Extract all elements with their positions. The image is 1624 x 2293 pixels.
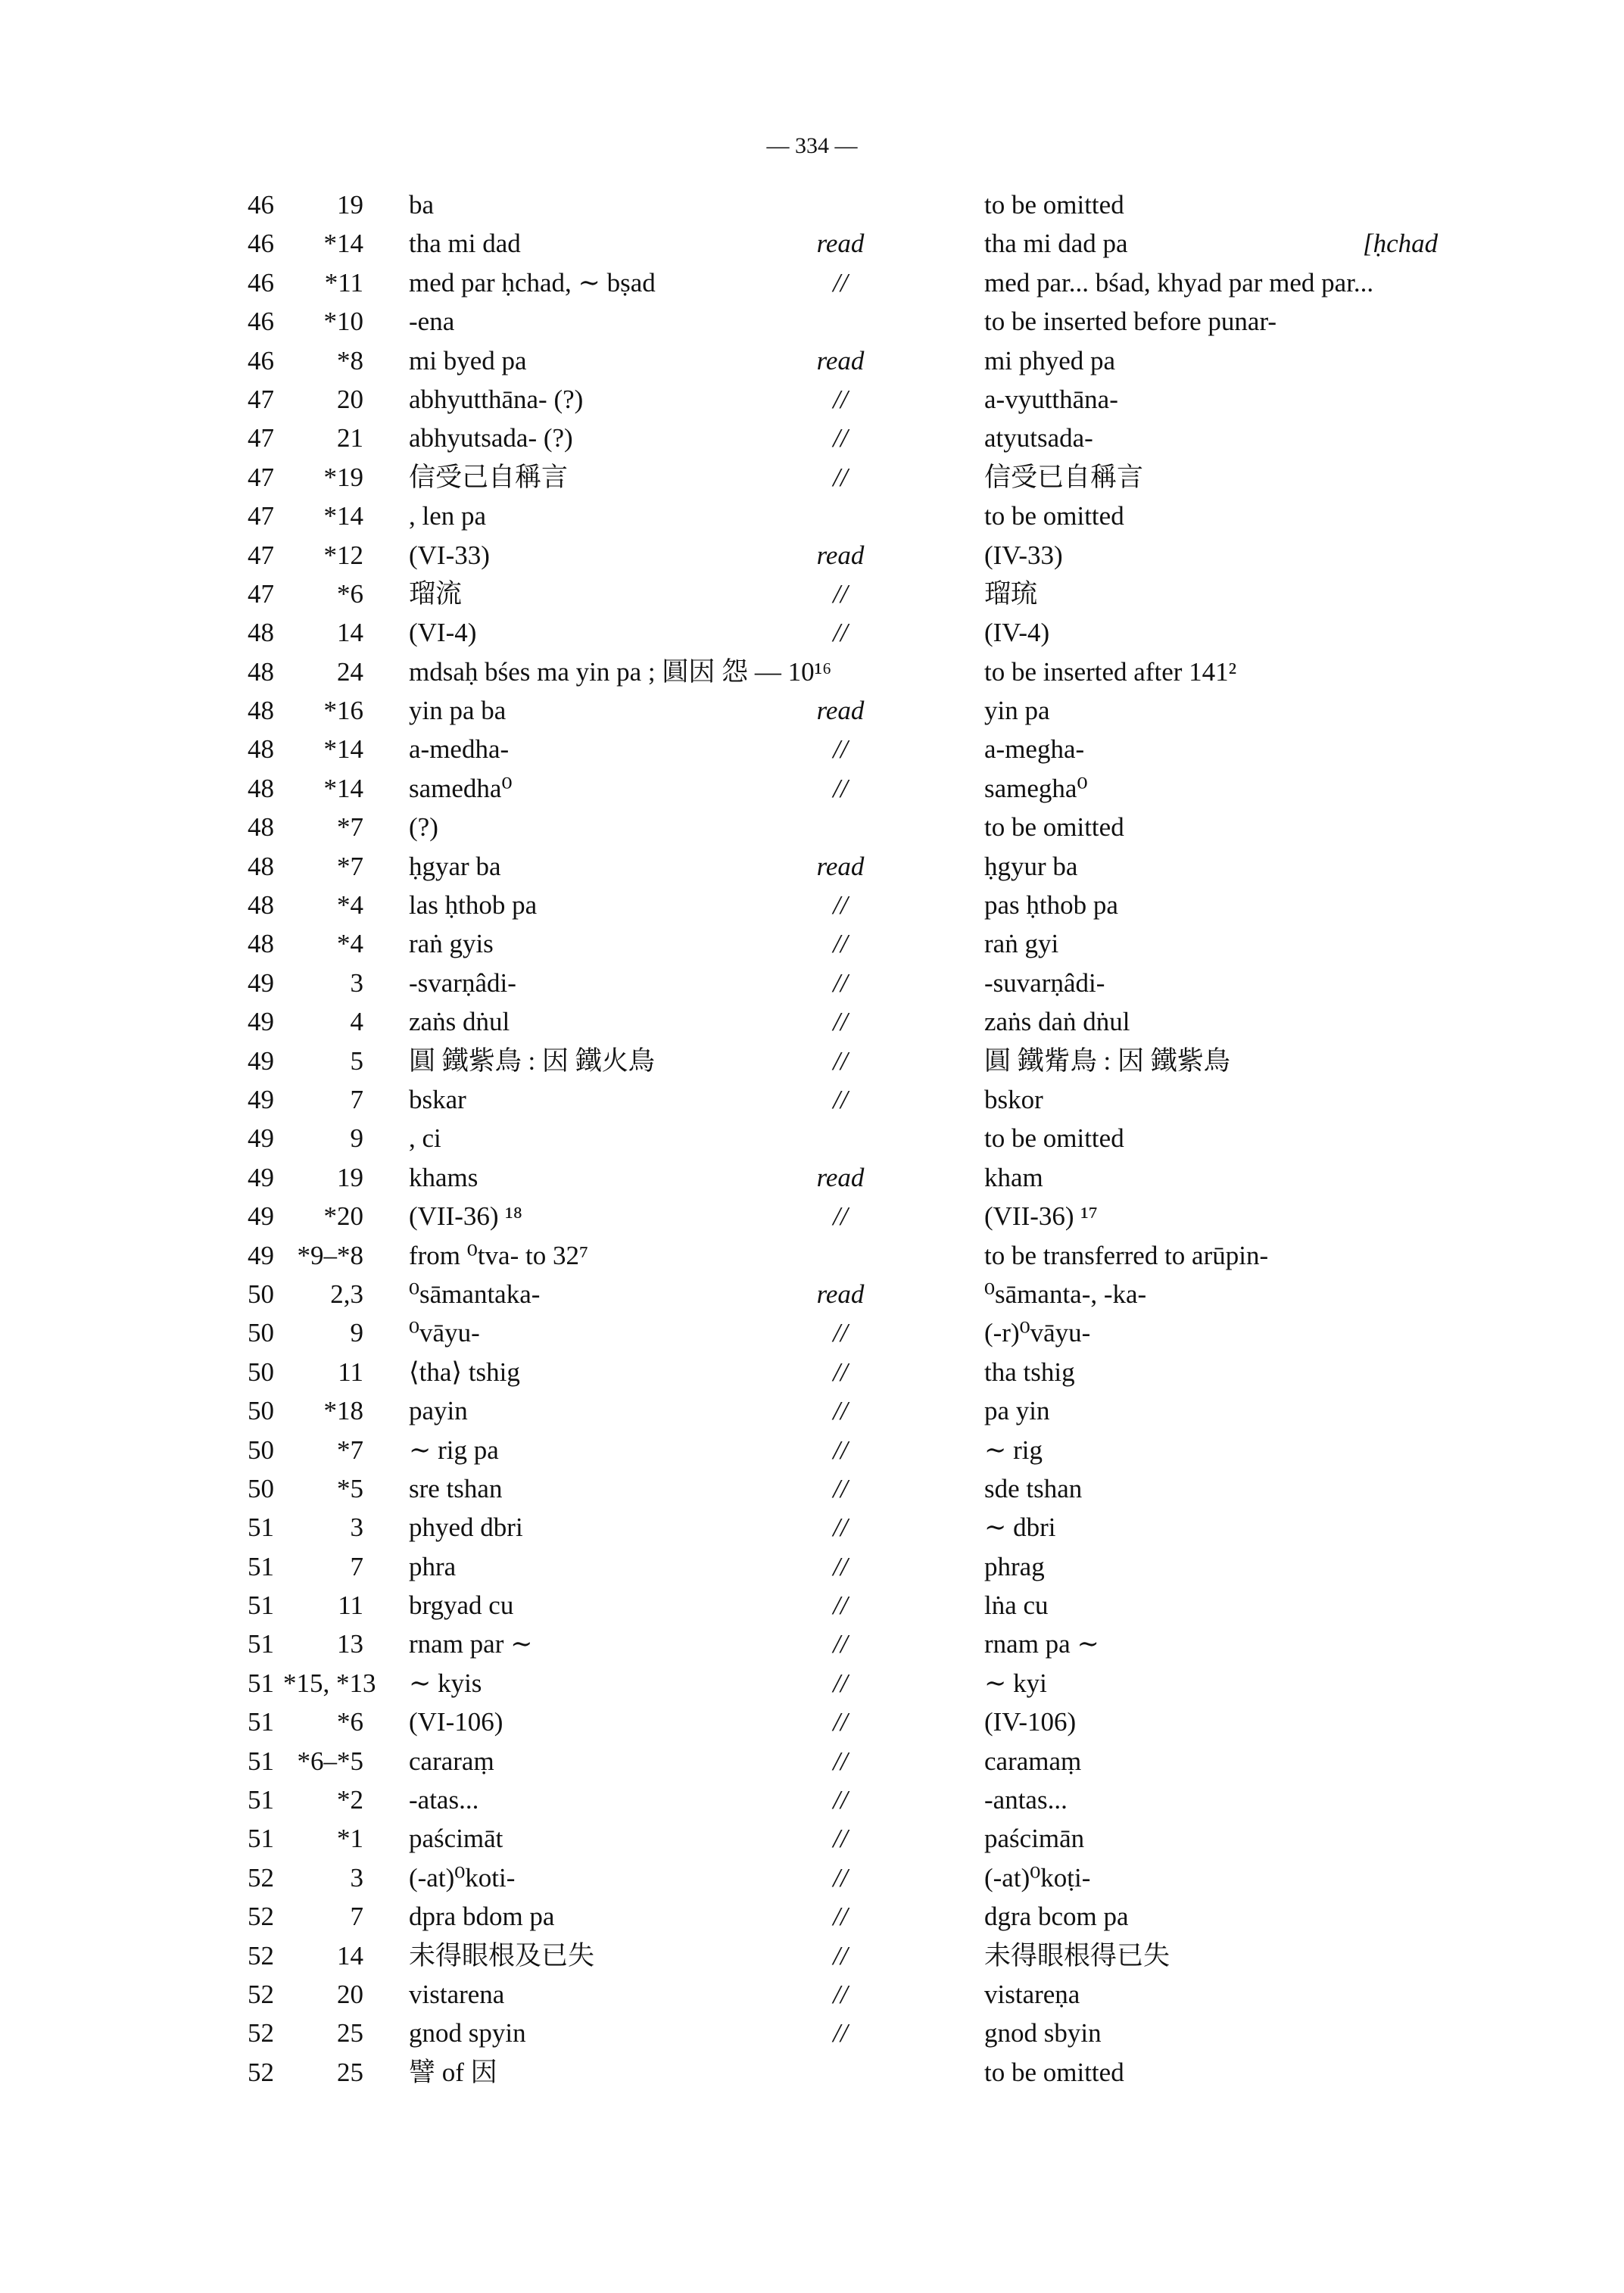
page-number-cell: 47	[248, 462, 274, 492]
errata-row	[227, 1936, 1514, 1975]
corrected-text: to be transferred to arūpin-	[984, 1240, 1269, 1270]
action-word: read	[816, 229, 865, 259]
errata-row	[227, 1313, 1514, 1352]
page-number-cell: 48	[248, 890, 274, 921]
line-number-cell: 3	[350, 1513, 363, 1543]
original-text: samedha⁰	[409, 773, 513, 803]
original-text: paścimāt	[409, 1824, 503, 1854]
corrected-text: a-megha-	[984, 734, 1085, 765]
corrected-text: kham	[984, 1162, 1043, 1192]
original-text: 未得眼根及已失	[409, 1940, 595, 1971]
action-word: read	[816, 851, 865, 881]
original-text: (?)	[409, 812, 438, 843]
corrected-text: -antas...	[984, 1785, 1068, 1815]
line-number-cell: *6	[337, 1707, 363, 1737]
line-number-cell: *1	[337, 1824, 363, 1854]
page-number-cell: 46	[248, 229, 274, 259]
original-text: -svarṇâdi-	[409, 967, 516, 998]
errata-row	[227, 613, 1514, 652]
corrected-text: -suvarṇâdi-	[984, 967, 1105, 998]
line-number-cell: 11	[338, 1590, 363, 1621]
page-number-cell: 46	[248, 345, 274, 375]
corrected-text: ∼ dbri	[984, 1513, 1056, 1543]
corrected-text: to be omitted	[984, 1123, 1124, 1154]
original-text: vistarena	[409, 1979, 505, 2009]
page-number-cell: 47	[248, 423, 274, 453]
errata-row	[227, 458, 1514, 497]
errata-row	[227, 1586, 1514, 1625]
line-number-cell: *7	[337, 1435, 363, 1465]
page-number-cell: 48	[248, 851, 274, 881]
line-number-cell: *20	[323, 1201, 363, 1232]
corrected-text: lṅa cu	[984, 1590, 1049, 1621]
action-word: //	[833, 1007, 848, 1037]
original-text: , len pa	[409, 501, 487, 531]
action-word: //	[833, 1940, 848, 1971]
line-number-cell: 7	[350, 1902, 363, 1932]
original-text: tha mi dad	[409, 229, 521, 259]
errata-row	[227, 691, 1514, 730]
page-number-cell: 50	[248, 1435, 274, 1465]
line-number-cell: *16	[323, 696, 363, 726]
original-text: mdsaḥ bśes ma yin pa ; 圓因 怨 — 10¹⁶	[409, 656, 832, 687]
corrected-text: 圓 鐵觜鳥 : 因 鐵紫鳥	[984, 1045, 1230, 1076]
action-word: //	[833, 1473, 848, 1503]
errata-row	[227, 1858, 1514, 1897]
corrected-text: (-r)⁰vāyu-	[984, 1318, 1091, 1348]
line-number-cell: 5	[350, 1045, 363, 1076]
action-word: //	[833, 967, 848, 998]
corrected-text: sde tshan	[984, 1473, 1083, 1503]
original-text: raṅ gyis	[409, 929, 494, 959]
line-number-cell: 25	[337, 2018, 363, 2048]
original-text: abhyutthāna- (?)	[409, 384, 584, 414]
page-number-cell: 51	[248, 1513, 274, 1543]
original-text: med par ḥchad, ∼ bṣad	[409, 267, 656, 298]
original-text: zaṅs dṅul	[409, 1007, 510, 1037]
original-text: -ena	[409, 307, 455, 337]
page-number-cell: 49	[248, 1045, 274, 1076]
action-word: //	[833, 1785, 848, 1815]
action-word: //	[833, 1084, 848, 1114]
line-number-cell: *5	[337, 1473, 363, 1503]
original-text: rnam par ∼	[409, 1629, 533, 1659]
original-text: yin pa ba	[409, 696, 507, 726]
original-text: (-at)⁰koti-	[409, 1862, 516, 1893]
errata-row	[227, 536, 1514, 575]
original-text: ∼ rig pa	[409, 1435, 499, 1465]
errata-row	[227, 1119, 1514, 1157]
action-word: //	[833, 1513, 848, 1543]
corrected-text: rnam pa ∼	[984, 1629, 1099, 1659]
corrected-text: dgra bcom pa	[984, 1902, 1129, 1932]
corrected-text: pa yin	[984, 1396, 1050, 1426]
action-word: //	[833, 1590, 848, 1621]
page-number-cell: 46	[248, 267, 274, 298]
original-text: 信受己自稱言	[409, 462, 569, 492]
corrected-text: ḥgyur ba	[984, 851, 1078, 881]
margin-note: [ḥchad	[1363, 229, 1439, 259]
original-text: ⁰sāmantaka-	[409, 1279, 541, 1309]
corrected-text: (IV-106)	[984, 1707, 1077, 1737]
line-number-cell: *14	[323, 734, 363, 765]
action-word: //	[833, 1629, 848, 1659]
errata-row	[227, 380, 1514, 419]
line-number-cell: 14	[337, 618, 363, 648]
action-word: //	[833, 1551, 848, 1581]
corrected-text: to be omitted	[984, 190, 1124, 220]
errata-row	[227, 2014, 1514, 2052]
line-number-cell: *4	[337, 929, 363, 959]
original-text: brgyad cu	[409, 1590, 514, 1621]
page-number-cell: 52	[248, 1902, 274, 1932]
original-text: 圓 鐵紫鳥 : 因 鐵火鳥	[409, 1045, 655, 1076]
action-word: //	[833, 1707, 848, 1737]
errata-row	[227, 1469, 1514, 1508]
original-text: ∼ kyis	[409, 1668, 482, 1698]
action-word: //	[833, 384, 848, 414]
page-number-cell: 51	[248, 1707, 274, 1737]
line-number-cell: *14	[323, 229, 363, 259]
original-text: ⟨tha⟩ tshig	[409, 1357, 520, 1387]
original-text: dpra bdom pa	[409, 1902, 555, 1932]
action-word: //	[833, 423, 848, 453]
action-word: //	[833, 1318, 848, 1348]
action-word: //	[833, 1862, 848, 1893]
original-text: 瑠流	[409, 578, 463, 609]
page-number-cell: 52	[248, 2057, 274, 2087]
page-number-cell: 51	[248, 1746, 274, 1776]
original-text: abhyutsada- (?)	[409, 423, 573, 453]
action-word: //	[833, 1201, 848, 1232]
action-word: read	[816, 540, 865, 570]
errata-row	[227, 1353, 1514, 1391]
page-number-cell: 47	[248, 578, 274, 609]
original-text: , ci	[409, 1123, 441, 1154]
page-number-cell: 49	[248, 1162, 274, 1192]
line-number-cell: 2,3	[330, 1279, 363, 1309]
errata-row	[227, 1042, 1514, 1080]
corrected-text: to be inserted before punar-	[984, 307, 1277, 337]
original-text: mi byed pa	[409, 345, 527, 375]
corrected-text: 信受已自稱言	[984, 462, 1144, 492]
errata-row	[227, 497, 1514, 535]
action-word: //	[833, 1668, 848, 1698]
errata-row	[227, 1781, 1514, 1819]
line-number-cell: 24	[337, 656, 363, 687]
errata-row	[227, 1975, 1514, 2014]
line-number-cell: 13	[337, 1629, 363, 1659]
errata-row	[227, 1391, 1514, 1430]
line-number-cell: 7	[350, 1551, 363, 1581]
page-number-cell: 50	[248, 1473, 274, 1503]
line-number-cell: *2	[337, 1785, 363, 1815]
original-text: -atas...	[409, 1785, 479, 1815]
line-number-cell: 14	[337, 1940, 363, 1971]
page-number-cell: 49	[248, 1007, 274, 1037]
corrected-text: yin pa	[984, 696, 1050, 726]
errata-row	[227, 1703, 1514, 1741]
action-word: //	[833, 929, 848, 959]
action-word: //	[833, 1979, 848, 2009]
line-number-cell: 9	[350, 1318, 363, 1348]
page-number-cell: 52	[248, 1979, 274, 2009]
page-number-cell: 46	[248, 190, 274, 220]
errata-row	[227, 1080, 1514, 1119]
errata-row	[227, 1158, 1514, 1197]
page-number-cell: 46	[248, 307, 274, 337]
errata-row	[227, 185, 1514, 224]
line-number-cell: *11	[324, 267, 363, 298]
action-word: //	[833, 1435, 848, 1465]
corrected-text: (VII-36) ¹⁷	[984, 1201, 1098, 1232]
corrected-text: a-vyutthāna-	[984, 384, 1118, 414]
original-text: (VI-106)	[409, 1707, 503, 1737]
original-text: from ⁰tva- to 32⁷	[409, 1240, 589, 1270]
errata-row	[227, 1625, 1514, 1663]
page-number: — 334 —	[766, 133, 858, 158]
action-word: //	[833, 1396, 848, 1426]
page-number-cell: 47	[248, 384, 274, 414]
page-number-cell: 51	[248, 1785, 274, 1815]
corrected-text: raṅ gyi	[984, 929, 1059, 959]
page-number-cell: 49	[248, 967, 274, 998]
action-word: read	[816, 1279, 865, 1309]
line-number-cell: *8	[337, 345, 363, 375]
page-number-cell: 52	[248, 2018, 274, 2048]
errata-row	[227, 1664, 1514, 1703]
corrected-text: (IV-4)	[984, 618, 1050, 648]
errata-row	[227, 1547, 1514, 1586]
corrected-text: pas ḥthob pa	[984, 890, 1118, 921]
page-number-cell: 47	[248, 501, 274, 531]
corrected-text: (-at)⁰koṭi-	[984, 1862, 1091, 1893]
errata-row	[227, 964, 1514, 1002]
line-number-cell: 20	[337, 384, 363, 414]
corrected-text: to be omitted	[984, 501, 1124, 531]
action-word: //	[833, 1824, 848, 1854]
original-text: ba	[409, 190, 435, 220]
action-word: //	[833, 890, 848, 921]
original-text: 譬 of 因	[409, 2057, 497, 2087]
line-number-cell: 19	[337, 1162, 363, 1192]
action-word: //	[833, 1902, 848, 1932]
original-text: sre tshan	[409, 1473, 503, 1503]
line-number-cell: *15, *13	[283, 1668, 376, 1698]
page-number-cell: 50	[248, 1396, 274, 1426]
errata-row	[227, 263, 1514, 302]
line-number-cell: 20	[337, 1979, 363, 2009]
page-number-cell: 48	[248, 773, 274, 803]
action-word: //	[833, 1045, 848, 1076]
page-number-cell: 48	[248, 734, 274, 765]
original-text: bskar	[409, 1084, 466, 1114]
original-text: las ḥthob pa	[409, 890, 538, 921]
corrected-text: ∼ kyi	[984, 1668, 1047, 1698]
corrected-text: ∼ rig	[984, 1435, 1043, 1465]
action-word: //	[833, 618, 848, 648]
corrected-text: 未得眼根得已失	[984, 1940, 1170, 1971]
errata-row	[227, 847, 1514, 886]
corrected-text: tha tshig	[984, 1357, 1075, 1387]
errata-row	[227, 1508, 1514, 1547]
original-text: payin	[409, 1396, 468, 1426]
page-number-cell: 50	[248, 1318, 274, 1348]
corrected-text: to be inserted after 141²	[984, 656, 1237, 687]
page-number-cell: 49	[248, 1084, 274, 1114]
line-number-cell: *19	[323, 462, 363, 492]
line-number-cell: *14	[323, 773, 363, 803]
line-number-cell: *6–*5	[297, 1746, 363, 1776]
page-number-cell: 48	[248, 812, 274, 843]
original-text: khams	[409, 1162, 478, 1192]
errata-row	[227, 1236, 1514, 1275]
errata-row	[227, 302, 1514, 341]
errata-row	[227, 769, 1514, 808]
action-word: //	[833, 578, 848, 609]
corrected-text: atyutsada-	[984, 423, 1093, 453]
errata-row	[227, 1897, 1514, 1936]
line-number-cell: *10	[323, 307, 363, 337]
page-number-cell: 51	[248, 1668, 274, 1698]
errata-row	[227, 1197, 1514, 1235]
errata-row	[227, 1002, 1514, 1041]
page-number-cell: 48	[248, 696, 274, 726]
corrected-text: phrag	[984, 1551, 1045, 1581]
page-number-cell: 48	[248, 929, 274, 959]
action-word: //	[833, 773, 848, 803]
original-text: ⁰vāyu-	[409, 1318, 480, 1348]
errata-row	[227, 2053, 1514, 2092]
errata-row	[227, 1742, 1514, 1781]
page-number-cell: 47	[248, 540, 274, 570]
errata-row	[227, 1275, 1514, 1313]
errata-row	[227, 341, 1514, 380]
errata-row	[227, 419, 1514, 457]
errata-row	[227, 924, 1514, 963]
original-text: cararaṃ	[409, 1746, 494, 1776]
page-number-cell: 50	[248, 1279, 274, 1309]
line-number-cell: *12	[323, 540, 363, 570]
page-number-cell: 48	[248, 656, 274, 687]
corrected-text: paścimān	[984, 1824, 1085, 1854]
page-number-cell: 49	[248, 1123, 274, 1154]
action-word: read	[816, 345, 865, 375]
original-text: phra	[409, 1551, 457, 1581]
page-number-cell: 48	[248, 618, 274, 648]
action-word: read	[816, 1162, 865, 1192]
errata-row	[227, 224, 1514, 263]
corrected-text: ⁰sāmanta-, -ka-	[984, 1279, 1147, 1309]
corrected-text: (IV-33)	[984, 540, 1063, 570]
corrected-text: gnod sbyin	[984, 2018, 1102, 2048]
corrected-text: 瑠琉	[984, 578, 1038, 609]
action-word: read	[816, 696, 865, 726]
corrected-text: caramaṃ	[984, 1746, 1082, 1776]
errata-row	[227, 886, 1514, 924]
original-text: a-medha-	[409, 734, 510, 765]
action-word: //	[833, 734, 848, 765]
corrected-text: bskor	[984, 1084, 1043, 1114]
corrected-text: tha mi dad pa	[984, 229, 1128, 259]
original-text: ḥgyar ba	[409, 851, 501, 881]
page-number-cell: 51	[248, 1629, 274, 1659]
line-number-cell: *7	[337, 812, 363, 843]
errata-row	[227, 1431, 1514, 1469]
corrected-text: mi phyed pa	[984, 345, 1116, 375]
action-word: //	[833, 2018, 848, 2048]
page-number-cell: 49	[248, 1201, 274, 1232]
line-number-cell: 4	[350, 1007, 363, 1037]
page-number-cell: 52	[248, 1940, 274, 1971]
line-number-cell: 7	[350, 1084, 363, 1114]
original-text: (VII-36) ¹⁸	[409, 1201, 522, 1232]
errata-row	[227, 1819, 1514, 1858]
line-number-cell: 3	[350, 967, 363, 998]
line-number-cell: 11	[338, 1357, 363, 1387]
line-number-cell: *6	[337, 578, 363, 609]
line-number-cell: *7	[337, 851, 363, 881]
original-text: (VI-4)	[409, 618, 477, 648]
errata-table	[227, 185, 1514, 2092]
line-number-cell: 21	[337, 423, 363, 453]
page-number-cell: 51	[248, 1824, 274, 1854]
line-number-cell: *4	[337, 890, 363, 921]
line-number-cell: 19	[337, 190, 363, 220]
line-number-cell: *18	[323, 1396, 363, 1426]
original-text: phyed dbri	[409, 1513, 523, 1543]
action-word: //	[833, 462, 848, 492]
action-word: //	[833, 1746, 848, 1776]
page-number-cell: 50	[248, 1357, 274, 1387]
page-number-cell: 51	[248, 1590, 274, 1621]
corrected-text: vistareṇa	[984, 1979, 1080, 2009]
errata-row	[227, 808, 1514, 846]
errata-row	[227, 730, 1514, 768]
line-number-cell: *9–*8	[297, 1240, 363, 1270]
corrected-text: to be omitted	[984, 2057, 1124, 2087]
action-word: //	[833, 1357, 848, 1387]
page-number-cell: 51	[248, 1551, 274, 1581]
original-text: gnod spyin	[409, 2018, 526, 2048]
line-number-cell: 25	[337, 2057, 363, 2087]
line-number-cell: *14	[323, 501, 363, 531]
page-number-cell: 49	[248, 1240, 274, 1270]
corrected-text: zaṅs daṅ dṅul	[984, 1007, 1130, 1037]
original-text: (VI-33)	[409, 540, 490, 570]
line-number-cell: 3	[350, 1862, 363, 1893]
corrected-text: med par... bśad, khyad par med par...	[984, 267, 1374, 298]
errata-row	[227, 653, 1514, 691]
corrected-text: samegha⁰	[984, 773, 1088, 803]
corrected-text: to be omitted	[984, 812, 1124, 843]
errata-row	[227, 575, 1514, 613]
line-number-cell: 9	[350, 1123, 363, 1154]
page-number-cell: 52	[248, 1862, 274, 1893]
action-word: //	[833, 267, 848, 298]
